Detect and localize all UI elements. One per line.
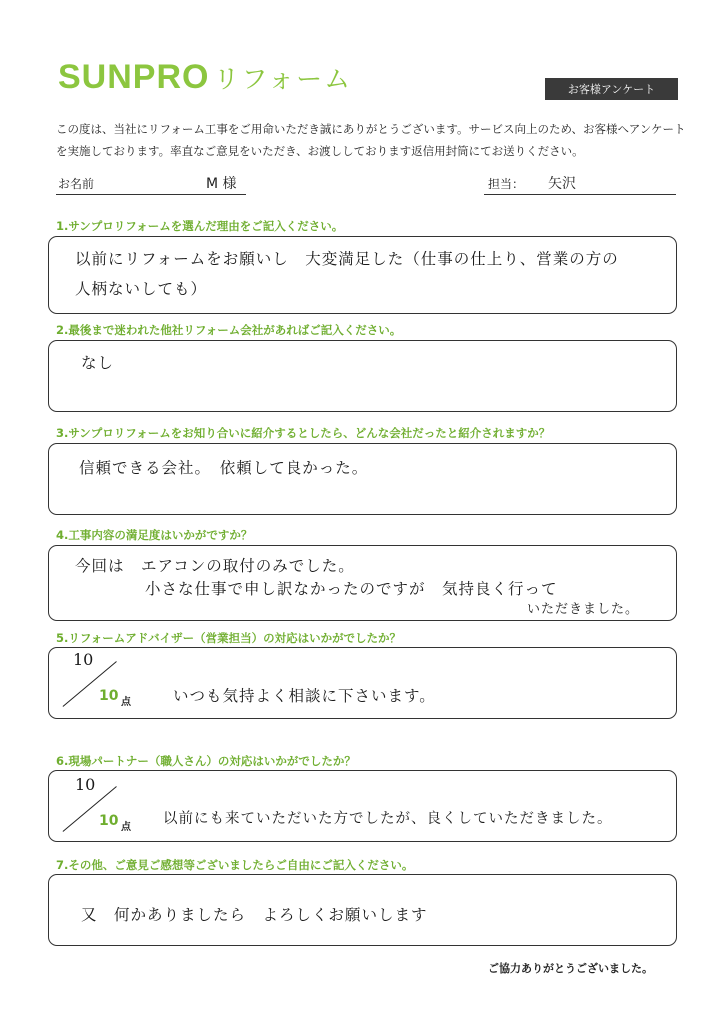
brand-logo (58, 58, 352, 97)
survey-tag: お客様アンケート (545, 78, 678, 100)
answer-box-1 (48, 236, 677, 314)
answer-4-line-1: 今回は エアコンの取付のみでした。 (75, 557, 355, 575)
score-5-value: 10 (73, 650, 94, 669)
score-6-unit: 点 (121, 822, 131, 833)
answer-3-line-1: 信頼できる会社。 依頼して良かった。 (79, 459, 369, 477)
question-4-label: 4.工事内容の満足度はいかがですか？ (56, 528, 253, 542)
question-5-label: 5.リフォームアドバイザー（営業担当）の対応はいかがでしたか？ (56, 631, 402, 645)
score-6-value: 10 (75, 775, 96, 794)
staff-value: 矢沢 (548, 176, 576, 192)
question-3-label: 3.サンプロリフォームをお知り合いに紹介するとしたら、どんな会社だったと紹介されますか？ (56, 426, 551, 440)
answer-2-line-1: なし (81, 354, 115, 372)
answer-1-line-1: 以前にリフォームをお願いし 大変満足した（仕事の仕上り、営業の方の (75, 250, 619, 268)
brand-name: SUNPRO (58, 58, 210, 96)
staff-field (484, 172, 676, 195)
answer-5-line-1: いつも気持よく相談に下さいます。 (173, 687, 436, 705)
answer-1-line-2: 人柄ないしても） (75, 280, 208, 298)
question-1-label: 1.サンプロリフォームを選んだ理由をご記入ください。 (56, 219, 344, 233)
answer-4-line-2: 小さな仕事で申し訳なかったのですが 気持良く行って (145, 580, 558, 598)
question-6-label: 6.現場パートナー（職人さん）の対応はいかがでしたか？ (56, 754, 356, 768)
answer-6-line-1: 以前にも来ていただいた方でしたが、良くしていただきました。 (163, 811, 613, 827)
score-5-unit: 点 (121, 697, 131, 708)
answer-box-6 (48, 770, 677, 842)
question-7-label: 7.その他、ご意見ご感想等ございましたらご自由にご記入ください。 (56, 858, 414, 872)
answer-box-2 (48, 340, 677, 412)
question-2-label: 2.最後まで迷われた他社リフォーム会社があればご記入ください。 (56, 323, 402, 337)
brand-sub: リフォーム (213, 64, 353, 94)
answer-box-5 (48, 647, 677, 719)
closing-text: ご協力ありがとうございました。 (488, 962, 653, 975)
answer-4-line-3: いただきました。 (527, 602, 640, 617)
answer-box-4 (48, 545, 677, 621)
customer-name-field (56, 172, 246, 195)
answer-7-line-1: 又 何かありましたら よろしくお願いします (81, 906, 428, 924)
customer-value: M 様 (206, 176, 237, 192)
score-6-max: 10 (99, 813, 119, 829)
customer-label: お名前 (58, 177, 95, 191)
intro-text: この度は、当社にリフォーム工事をご用命いただき誠にありがとうございます。サービス向上のため、お客様へアンケートを実施しております。率直なご意見をいただき、お渡ししております返信用封筒にてお送りください。 (56, 122, 686, 158)
staff-label: 担当： (488, 177, 525, 191)
answer-box-7 (48, 874, 677, 946)
score-5-max: 10 (99, 688, 119, 704)
answer-box-3 (48, 443, 677, 515)
